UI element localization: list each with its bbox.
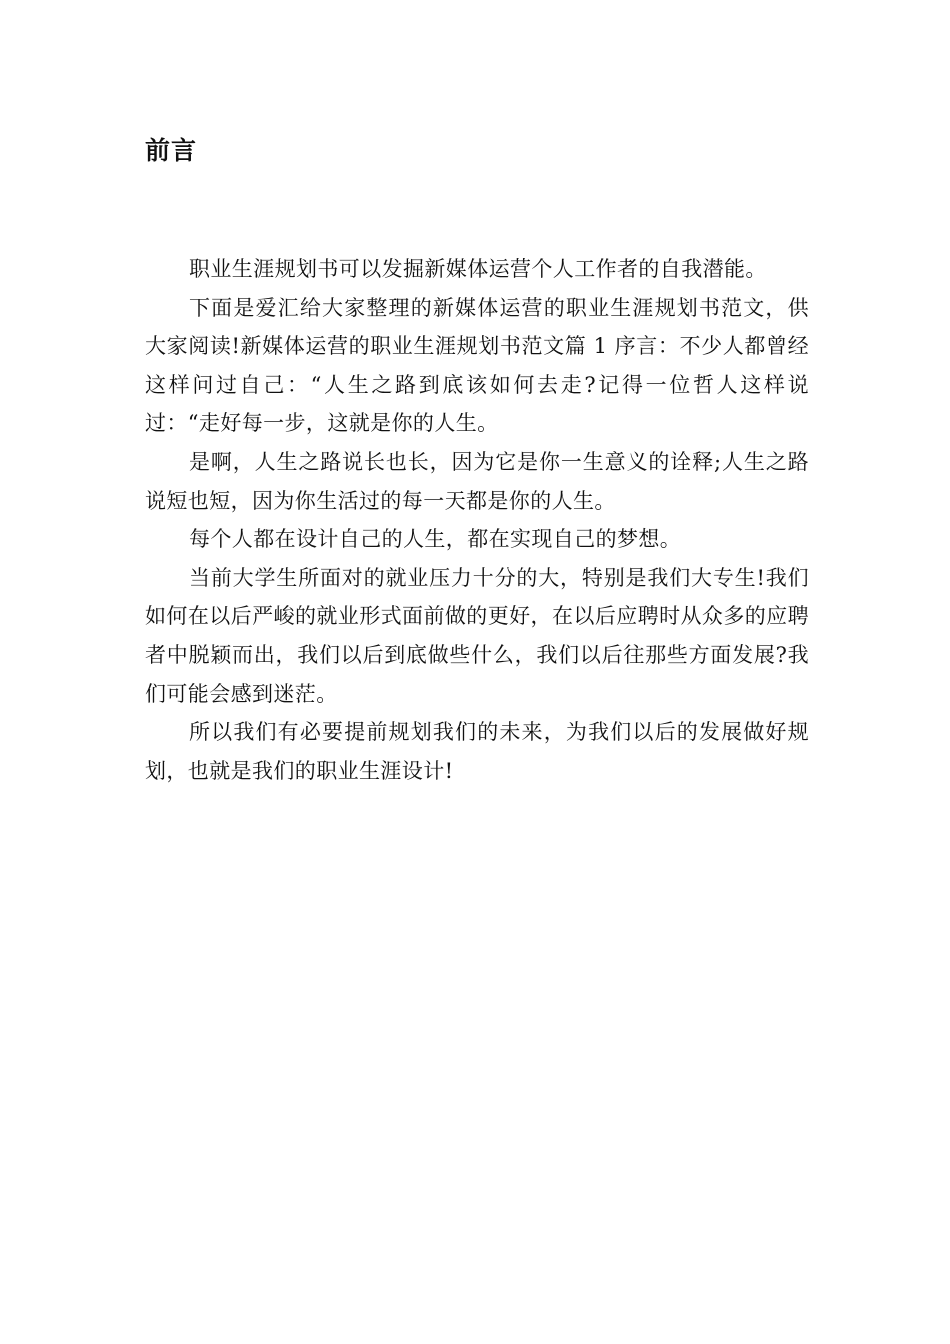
paragraph: 是啊，人生之路说长也长，因为它是你一生意义的诠释;人生之路说短也短，因为你生活过的每一天都是你的人生。 <box>145 449 809 513</box>
page-title: 前言 <box>145 136 198 165</box>
paragraph: 职业生涯规划书可以发掘新媒体运营个人工作者的自我潜能。 <box>189 257 767 281</box>
paragraph: 所以我们有必要提前规划我们的未来，为我们以后的发展做好规划，也就是我们的职业生涯设计! <box>145 720 809 783</box>
paragraph: 每个人都在设计自己的人生，都在实现自己的梦想。 <box>189 527 682 552</box>
paragraph: 当前大学生所面对的就业压力十分的大，特别是我们大专生!我们如何在以后严峻的就业形式面前做的更好，在以后应聘时从众多的应聘者中脱颖而出，我们以后到底做些什么，我们以后往那些方面发展?我们可能会感到迷茫。 <box>145 565 809 706</box>
paragraph: 下面是爱汇给大家整理的新媒体运营的职业生涯规划书范文，供大家阅读!新媒体运营的职业生涯规划书范文篇 1 序言：不少人都曾经这样问过自己：“人生之路到底该如何去走?记得一位哲人这样说过：“走好每一步，这就是你的人生。 <box>145 295 809 436</box>
document-body <box>145 250 809 790</box>
